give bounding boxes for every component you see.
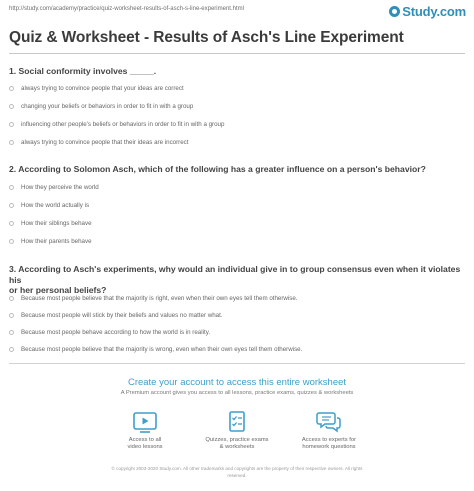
question-3-line-1: 3. According to Asch's experiments, why would an individual give in to group consensus even when it violates his xyxy=(9,264,461,285)
question-1-option-3[interactable] xyxy=(9,119,224,129)
option-label: influencing other people's beliefs or behaviors in order to fit in with a group xyxy=(21,120,225,128)
option-label: Because most people will stick by their beliefs and values no matter what. xyxy=(21,311,223,319)
radio-button[interactable] xyxy=(9,140,14,145)
option-label: How the world actually is xyxy=(21,201,90,209)
option-label: Because most people behave according to how the world is in reality. xyxy=(21,328,211,336)
option-label: Because most people believe that the majority is wrong, even when their own eyes tell them otherwise. xyxy=(21,345,303,353)
promo-divider xyxy=(9,363,465,364)
page-url: http://study.com/academy/practice/quiz-worksheet-results-of-asch-s-line-experiment.html xyxy=(9,6,244,12)
video-icon xyxy=(131,410,159,434)
question-3-option-4[interactable] xyxy=(9,344,302,354)
question-3-line-2: or her personal beliefs? xyxy=(9,285,107,295)
question-2: 2. According to Solomon Asch, which of the following has a greater influence on a person's behavior? xyxy=(9,164,426,174)
study-logo-icon xyxy=(389,6,400,17)
feature-label: Access to all video lessons xyxy=(127,437,163,451)
question-1-option-1[interactable] xyxy=(9,83,184,93)
copyright-footer: © copyright 2003-2020 Study.com. All other trademarks and copyrights are the property of their respective owners. All rights reserved. xyxy=(111,466,363,478)
feature-label: Quizzes, practice exams & worksheets xyxy=(205,437,269,451)
promo-subtitle: A Premium account gives you access to all lessons, practice exams, quizzes & worksheets xyxy=(120,390,354,396)
feature-label: Access to experts for homework questions xyxy=(301,437,357,451)
radio-button[interactable] xyxy=(9,239,14,244)
radio-button[interactable] xyxy=(9,122,14,127)
radio-button[interactable] xyxy=(9,330,14,335)
question-1-option-2[interactable] xyxy=(9,101,193,111)
study-logo-text: Study.com xyxy=(402,3,466,19)
question-1-option-4[interactable] xyxy=(9,137,189,147)
option-label: How they perceive the world xyxy=(21,183,99,191)
feature-video-lessons xyxy=(100,410,190,451)
radio-button[interactable] xyxy=(9,221,14,226)
question-3-option-2[interactable] xyxy=(9,310,223,320)
question-2-option-1[interactable] xyxy=(9,182,99,192)
option-label: always trying to convince people that their ideas are incorrect xyxy=(21,138,189,146)
radio-button[interactable] xyxy=(9,313,14,318)
question-2-option-4[interactable] xyxy=(9,236,92,246)
radio-button[interactable] xyxy=(9,104,14,109)
radio-button[interactable] xyxy=(9,296,14,301)
radio-button[interactable] xyxy=(9,86,14,91)
radio-button[interactable] xyxy=(9,347,14,352)
study-logo[interactable] xyxy=(389,3,466,19)
radio-button[interactable] xyxy=(9,203,14,208)
option-label: Because most people believe that the majority is right, even when their own eyes tell them otherwise. xyxy=(21,294,298,302)
question-3-option-1[interactable] xyxy=(9,293,298,303)
quiz-icon xyxy=(223,410,251,434)
question-2-option-3[interactable] xyxy=(9,218,92,228)
question-1: 1. Social conformity involves _____. xyxy=(9,66,157,76)
question-3-option-3[interactable] xyxy=(9,327,210,337)
header-bar xyxy=(0,0,474,22)
option-label: always trying to convince people that your ideas are correct xyxy=(21,84,184,92)
promo-title[interactable]: Create your account to access this entire worksheet xyxy=(127,377,347,388)
feature-quizzes xyxy=(192,410,282,451)
title-divider xyxy=(9,53,465,54)
radio-button[interactable] xyxy=(9,185,14,190)
experts-icon xyxy=(315,410,343,434)
option-label: changing your beliefs or behaviors in order to fit in with a group xyxy=(21,102,194,110)
question-2-option-2[interactable] xyxy=(9,200,89,210)
feature-experts xyxy=(284,410,374,451)
option-label: How their parents behave xyxy=(21,237,92,245)
page-title: Quiz & Worksheet - Results of Asch's Line Experiment xyxy=(9,29,404,46)
option-label: How their siblings behave xyxy=(21,219,92,227)
question-3 xyxy=(9,264,467,296)
